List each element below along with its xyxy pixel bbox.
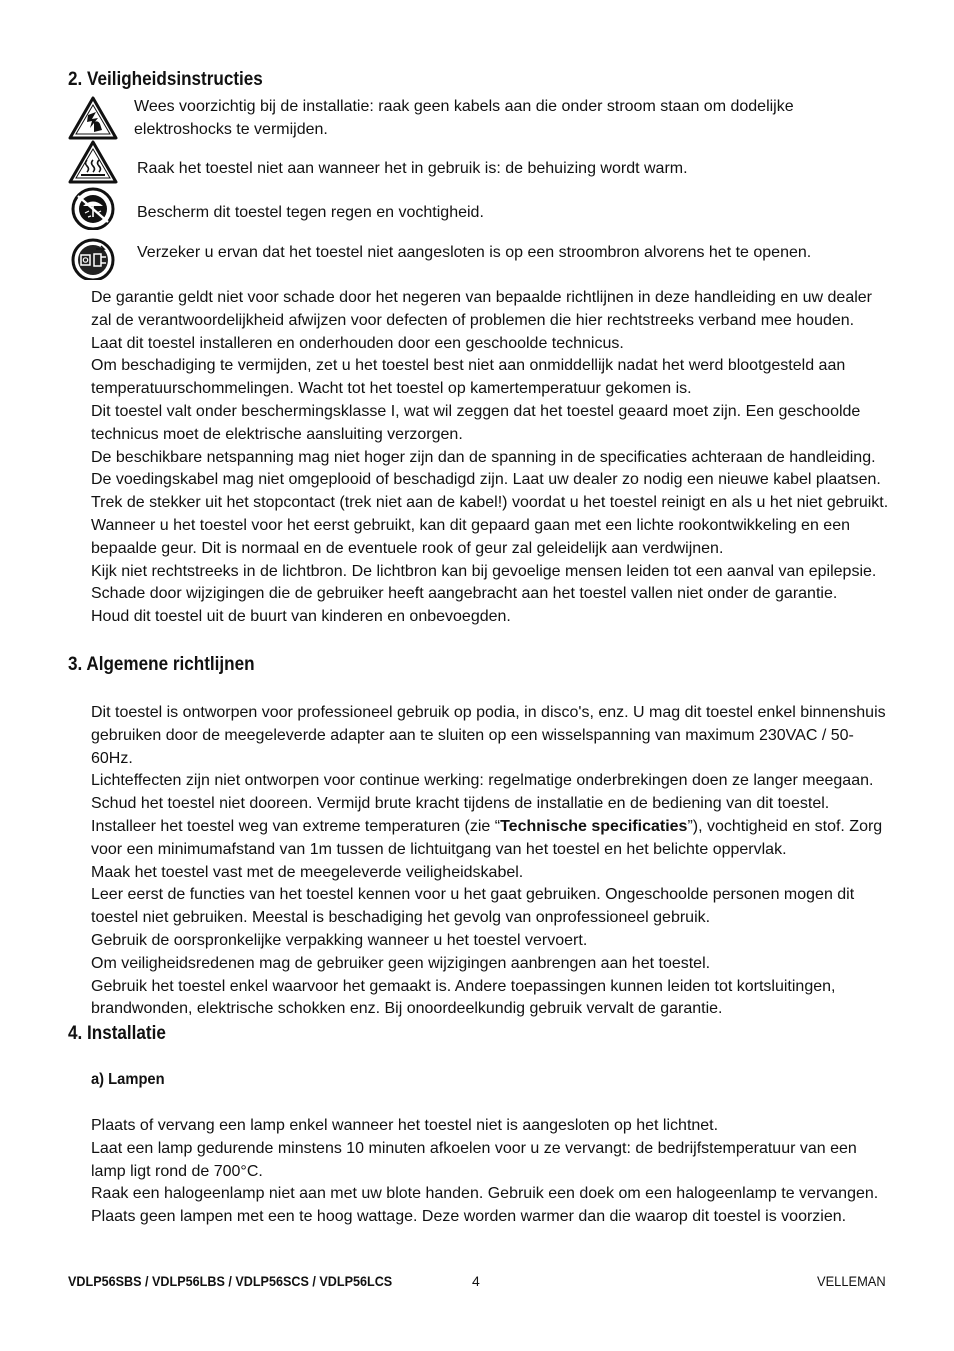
safety-item-dry [68, 186, 898, 230]
paragraph: Kijk niet rechtstreeks in de lichtbron. De lichtbron kan bij gevoelige mensen leiden tot een aanval van epilepsie. [91, 562, 877, 580]
footer-page-number: 4 [472, 1273, 480, 1289]
paragraph: De garantie geldt niet voor schade door het negeren van bepaalde richtlijnen in deze handleiding en uw dealer zal de verantwoordelijkheid afwijzen voor defecten of problemen die hier rechtstreeks verband mee houden. [91, 289, 872, 329]
keep-dry-icon [68, 186, 118, 230]
lamp-paragraphs [91, 1115, 891, 1229]
section-heading-installation: 4. Installatie [68, 1023, 166, 1044]
text-run: Installeer het toestel weg van extreme temperaturen (zie “ [91, 817, 501, 835]
safety-item-text: Bescherm dit toestel tegen regen en vochtigheid. [137, 204, 484, 221]
safety-item-unplug [68, 236, 898, 280]
paragraph: Plaats of vervang een lamp enkel wanneer het toestel niet is aangesloten op het lichtnet. [91, 1117, 719, 1134]
safety-item-text: Raak het toestel niet aan wanneer het in gebruik is: de behuizing wordt warm. [137, 160, 688, 177]
paragraph: Leer eerst de functies van het toestel kennen voor u het gaat gebruiken. Ongeschoolde personen mogen dit toestel niet gebruiken. Meestal is beschadiging het gevolg van onprofessioneel gebruik. [91, 886, 855, 927]
paragraph: Wanneer u het toestel voor het eerst gebruikt, kan dit gepaard gaan met een lichte rookontwikkeling en een bepaalde geur. Dit is normaal en de eventuele rook of geur zal geleidelijk aan verdwijnen. [91, 516, 850, 557]
paragraph: Trek de stekker uit het stopcontact (trek niet aan de kabel!) voordat u het toestel reinigt en als u het niet gebruikt. [91, 494, 889, 512]
section-heading-safety: 2. Veiligheidsinstructies [68, 69, 263, 90]
safety-paragraphs [91, 287, 891, 629]
paragraph: Gebruik het toestel enkel waarvoor het gemaakt is. Andere toepassingen kunnen leiden tot kortsluitingen, brandwonden, elektrische schokken enz. Bij onoordeelkundig gebruik vervalt de garantie. [91, 977, 836, 1018]
paragraph: Raak een halogeenlamp niet aan met uw blote handen. Gebruik een doek om een halogeenlamp te vervangen. [91, 1185, 879, 1203]
paragraph: Laat dit toestel installeren en onderhouden door een geschoolde technicus. [91, 334, 624, 352]
paragraph: Lichteffecten zijn niet ontworpen voor continue werking: regelmatige onderbrekingen doen ze langer meegaan. [91, 772, 874, 790]
paragraph: Schud het toestel niet dooreen. Vermijd brute kracht tijdens de installatie en de bediening van dit toestel. [91, 795, 830, 813]
paragraph: De voedingskabel mag niet omgeplooid of beschadigd zijn. Laat uw dealer zo nodig een nieuwe kabel plaatsen. [91, 471, 881, 489]
safety-item-text: Verzeker u ervan dat het toestel niet aangesloten is op een stroombron alvorens het te openen. [137, 244, 812, 261]
paragraph: Schade door wijzigingen die de gebruiker heeft aangebracht aan het toestel vallen niet onder de garantie. [91, 585, 838, 603]
paragraph: De beschikbare netspanning mag niet hoger zijn dan de spanning in de specificaties achteraan de handleiding. [91, 448, 876, 466]
paragraph: Plaats geen lampen met een te hoog wattage. Deze worden warmer dan die waarop dit toestel is voorzien. [91, 1208, 847, 1226]
text-run: ”), vochtigheid en stof. Zorg voor een minimumafstand van 1m tussen de lichtuitgang van het toestel en het belichte oppervlak. [91, 817, 883, 858]
electric-shock-warning-icon [68, 96, 118, 140]
paragraph: Gebruik de oorspronkelijke verpakking wanneer u het toestel vervoert. [91, 931, 588, 949]
paragraph: Maak het toestel vast met de meegeleverde veiligheidskabel. [91, 863, 524, 881]
safety-item-hot [68, 140, 898, 184]
spec-reference: Technische specificaties [500, 817, 688, 835]
hot-surface-warning-icon [68, 140, 118, 184]
safety-item-shock [68, 96, 898, 140]
paragraph: Om veiligheidsredenen mag de gebruiker geen wijzigingen aanbrengen aan het toestel. [91, 954, 711, 972]
unplug-before-opening-icon [68, 236, 118, 280]
paragraph: Houd dit toestel uit de buurt van kinderen en onbevoegden. [91, 608, 511, 626]
paragraph: Dit toestel is ontworpen voor professioneel gebruik op podia, in disco's, enz. U mag dit toestel enkel binnenshuis gebruiken door de meegeleverde adapter aan te sluiten op een wisselspanning van maximum 230VAC / 50-60Hz. [91, 704, 886, 767]
subsection-heading-lamps: a) Lampen [91, 1071, 165, 1088]
footer-brand: VELLEMAN [817, 1273, 886, 1289]
paragraph [91, 816, 891, 862]
section-heading-general: 3. Algemene richtlijnen [68, 654, 255, 675]
safety-item-text: Wees voorzichtig bij de installatie: raak geen kabels aan die onder stroom staan om dodelijke elektroshocks te vermijden. [134, 98, 794, 138]
paragraph: Laat een lamp gedurende minstens 10 minuten afkoelen voor u ze vervangt: de bedrijfstemperatuur van een lamp ligt rond de 700°C. [91, 1139, 857, 1180]
paragraph: Om beschadiging te vermijden, zet u het toestel best niet aan onmiddellijk nadat het werd blootgesteld aan temperatuurschommelingen. Wacht tot het toestel op kamertemperatuur gekomen is. [91, 357, 846, 398]
paragraph: Dit toestel valt onder beschermingsklasse I, wat wil zeggen dat het toestel geaard moet zijn. Een geschoolde technicus moet de elektrische aansluiting verzorgen. [91, 402, 861, 443]
general-paragraphs [91, 702, 891, 1021]
footer-models: VDLP56SBS / VDLP56LBS / VDLP56SCS / VDLP56LCS [68, 1273, 393, 1289]
